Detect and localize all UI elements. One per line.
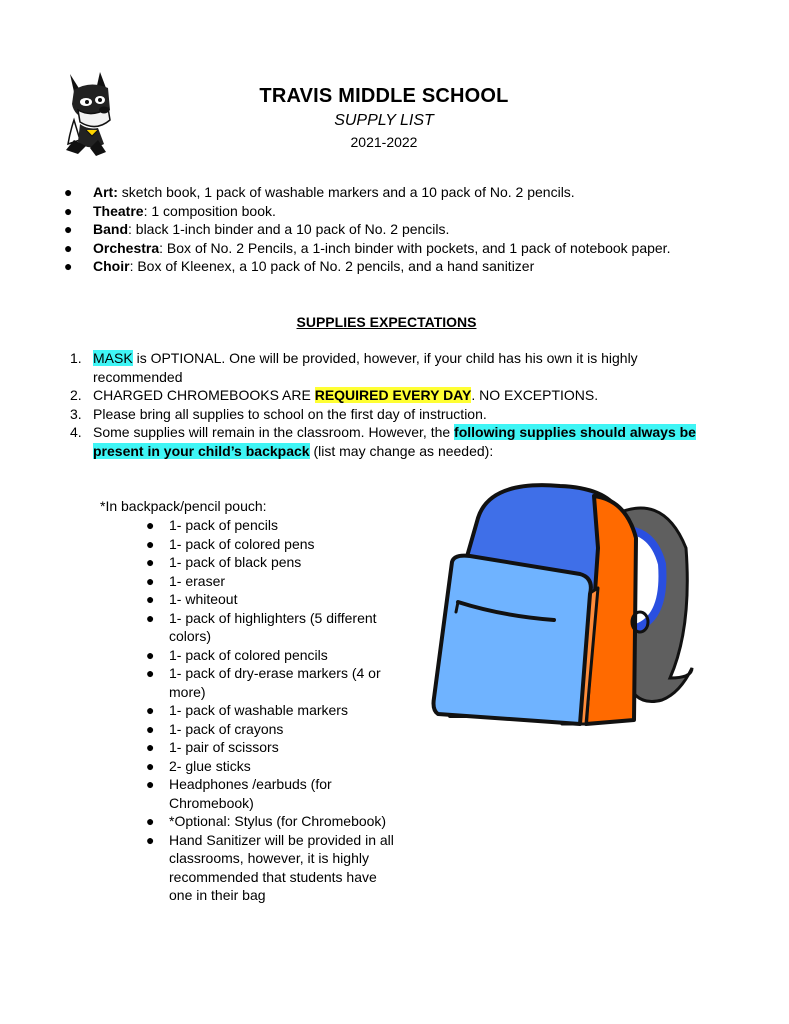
expectations-list — [70, 349, 710, 460]
bullet-icon: ● — [146, 535, 155, 552]
list-item: ● 1- pair of scissors — [146, 739, 279, 755]
highlight-required: REQUIRED EVERY DAY — [314, 387, 472, 403]
bullet-icon: ● — [146, 609, 155, 626]
list-item: 1. MASK is OPTIONAL. One will be provided, however, if your child has his own it is highly recommended — [70, 350, 638, 385]
list-item: ● Orchestra: Box of No. 2 Pencils, a 1-inch binder with pockets, and 1 pack of notebook paper. — [64, 239, 671, 256]
bullet-icon: ● — [146, 831, 155, 848]
list-item: ● Art: sketch book, 1 pack of washable markers and a 10 pack of No. 2 pencils. — [64, 184, 575, 200]
list-item: 2. CHARGED CHROMEBOOKS ARE REQUIRED EVERY DAY. NO EXCEPTIONS. — [70, 387, 599, 403]
bullet-icon: ● — [146, 665, 155, 681]
list-item: ● 1- pack of dry-erase markers (4 or more) — [146, 665, 381, 700]
document-subtitle: SUPPLY LIST — [334, 112, 434, 129]
expectations-heading: SUPPLIES EXPECTATIONS — [296, 314, 477, 330]
school-year: 2021-2022 — [350, 134, 418, 150]
list-item: ● *Optional: Stylus (for Chromebook) — [146, 813, 387, 829]
bullet-icon: ● — [64, 202, 73, 219]
list-item: ● Band: black 1-inch binder and a 10 pack of No. 2 pencils. — [64, 221, 450, 237]
list-item: ● 1- pack of highlighters (5 different colors) — [146, 609, 377, 644]
bullet-icon: ● — [64, 221, 73, 237]
list-item: ● 1- pack of colored pens — [146, 535, 315, 552]
backpack-icon — [430, 478, 698, 734]
list-item: ● Choir: Box of Kleenex, a 10 pack of No. 2 pencils, and a hand sanitizer — [64, 258, 535, 274]
list-item: ● Headphones /earbuds (for Chromebook) — [146, 776, 332, 811]
bullet-icon: ● — [146, 591, 155, 607]
backpack-list-label: *In backpack/pencil pouch: — [100, 498, 267, 514]
bullet-icon: ● — [146, 554, 155, 570]
backpack-supply-list — [146, 516, 396, 905]
bullet-icon: ● — [146, 739, 155, 755]
highlight-backpack-supplies: following supplies should always be — [454, 424, 696, 440]
list-item: ● 1- whiteout — [146, 591, 238, 607]
list-item: ● 1- eraser — [146, 572, 226, 589]
bullet-icon: ● — [146, 813, 155, 829]
bullet-icon: ● — [146, 517, 155, 533]
bullet-icon: ● — [146, 702, 155, 718]
list-item: ● 1- pack of black pens — [146, 554, 302, 570]
list-item: ● 2- glue sticks — [146, 757, 251, 774]
bullet-icon: ● — [64, 258, 73, 274]
document-header — [0, 85, 768, 150]
bullet-icon: ● — [146, 720, 155, 737]
bullet-icon: ● — [64, 184, 73, 200]
bullet-icon: ● — [146, 646, 155, 663]
highlight-mask: MASK — [93, 350, 133, 366]
class-supply-list — [64, 183, 764, 276]
list-item: 3. Please bring all supplies to school on the first day of instruction. — [70, 405, 487, 422]
list-item: ● 1- pack of pencils — [146, 517, 278, 533]
school-title: TRAVIS MIDDLE SCHOOL — [259, 85, 509, 107]
list-item: ● 1- pack of washable markers — [146, 702, 348, 718]
bullet-icon: ● — [146, 757, 155, 774]
list-item: 4. Some supplies will remain in the classroom. However, the following supplies should always be present in your child’s backpack (list may change as needed): — [70, 424, 696, 459]
list-item: ● 1- pack of crayons — [146, 720, 284, 737]
list-item: ● Theatre: 1 composition book. — [64, 202, 276, 219]
list-item: ● Hand Sanitizer will be provided in all classrooms, however, it is highly recommended that students have one in their bag — [146, 831, 394, 903]
list-item: ● 1- pack of colored pencils — [146, 646, 328, 663]
bullet-icon: ● — [146, 776, 155, 792]
bullet-icon: ● — [146, 572, 155, 589]
bullet-icon: ● — [64, 239, 73, 256]
